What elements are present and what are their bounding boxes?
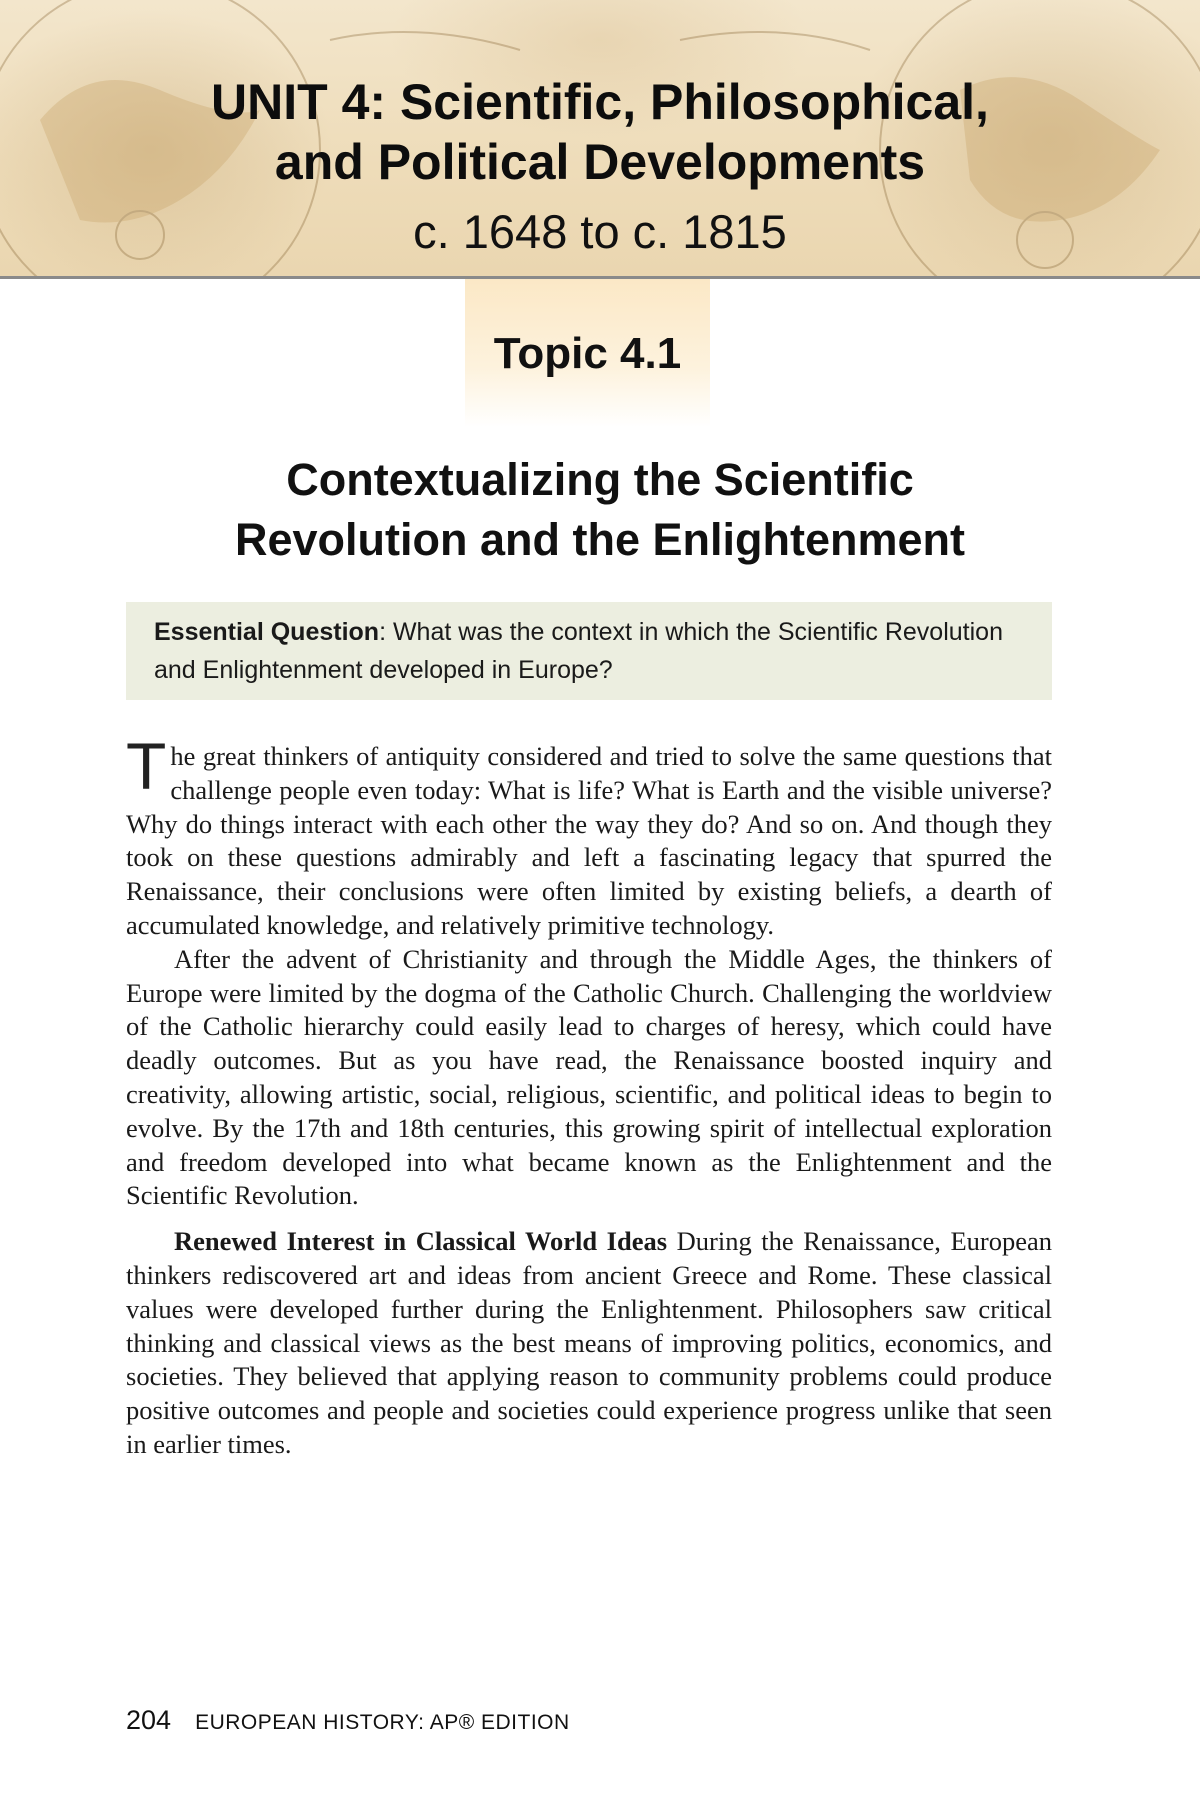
paragraph-2: After the advent of Christianity and through the Middle Ages, the thinkers of Europe were limited by the dogma of the Catholic Church. Challenging the worldview of the Catholic hierarchy could easily lead to charges of heresy, which could have deadly outcomes. But as you have read, the Renaissance boosted inquiry and creativity, allowing artistic, social, religious, scientific, and political ideas to begin to evolve. By the 17th and 18th centuries, this growing spirit of intellectual exploration and freedom developed into what became known as the Enlightenment and the Scientific Revolution. <box>126 943 1052 1211</box>
section-heading: Renewed Interest in Classical World Ideas <box>174 1226 668 1257</box>
paragraph-1 <box>126 729 1052 943</box>
topic-label: Topic 4.1 <box>493 329 682 378</box>
paragraph-1-text: he great thinkers of antiquity considered and tried to solve the same questions that challenge people even today: What is life? What is Earth and the visible universe? Why do things interact with each other the way they do? And so on. And though they took on these questions admirably and left a fascinating legacy that spurred the Renaissance, their conclusions were often limited by existing beliefs, a dearth of accumulated knowledge, and relatively primitive technology. <box>126 741 1052 940</box>
essential-question <box>154 613 1034 689</box>
page-number: 204 <box>126 1705 172 1735</box>
essential-question-label: Essential Question <box>154 618 380 646</box>
unit-title <box>0 72 1200 192</box>
unit-banner <box>0 0 1200 279</box>
topic-title-line1: Contextualizing the Scientific <box>286 454 914 505</box>
topic-title <box>0 450 1200 570</box>
unit-dates: c. 1648 to c. 1815 <box>413 205 787 258</box>
paragraph-3-text: During the Renaissance, European thinkers rediscovered art and ideas from ancient Greece and Rome. These classical values were developed further during the Enlightenment. Philosophers saw critical thinking and classical views as the best means of improving politics, economics, and societies. They believed that applying reason to community problems could produce positive outcomes and people and societies could experience progress unlike that seen in earlier times. <box>126 1226 1052 1459</box>
drop-cap: T <box>126 729 167 803</box>
essential-question-text: : What was the context in which the Scientific Revolution and Enlightenment developed in Europe? <box>154 618 1003 684</box>
unit-title-line2: and Political Developments <box>274 134 926 190</box>
book-title: EUROPEAN HISTORY: AP® EDITION <box>195 1711 570 1734</box>
body-text <box>126 729 1052 1462</box>
paragraph-3 <box>126 1225 1052 1462</box>
topic-title-line2: Revolution and the Enlightenment <box>235 514 965 565</box>
page-footer <box>126 1705 570 1745</box>
unit-title-line1: UNIT 4: Scientific, Philosophical, <box>211 74 989 130</box>
